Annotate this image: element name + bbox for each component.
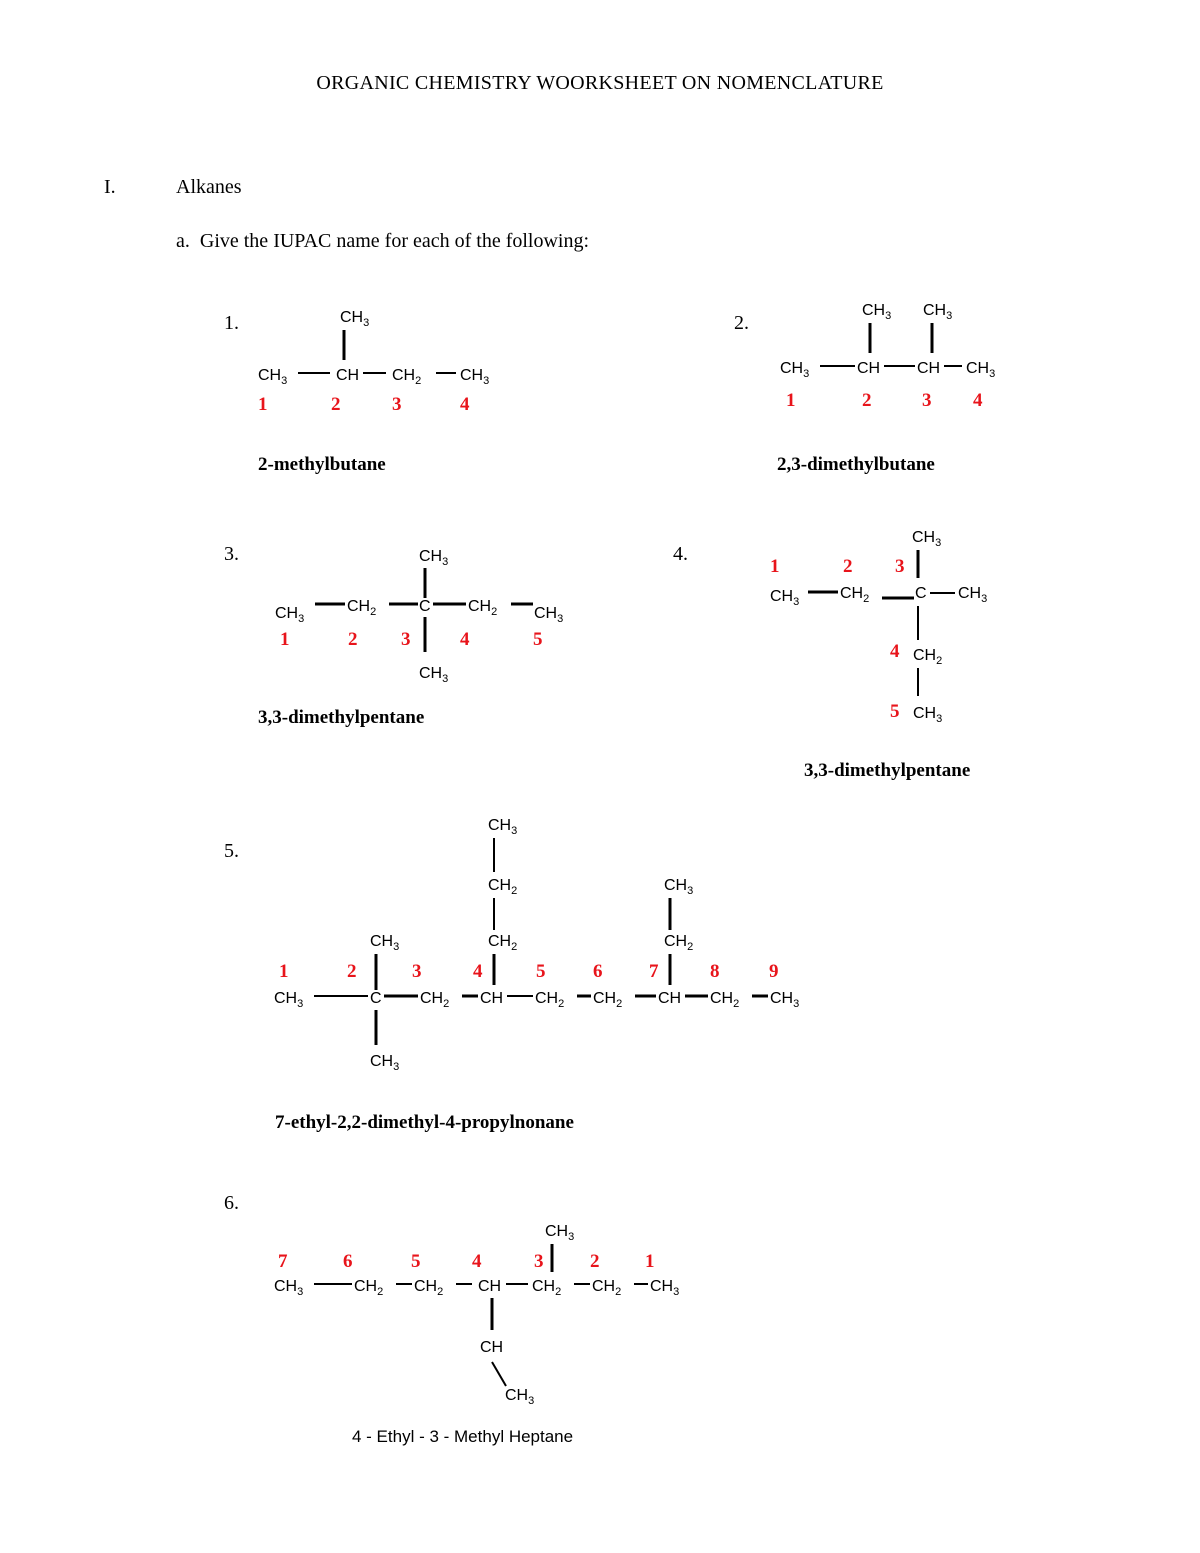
carbon-number: 4: [473, 961, 483, 982]
ch3-group: $CH_3$: [650, 1278, 680, 1298]
carbon-number: 3: [392, 394, 402, 415]
ch3-group: $CH_3$: [534, 605, 564, 625]
ch2-group: $CH_2$: [354, 1278, 384, 1298]
ch3-group: $CH_3$: [770, 588, 800, 608]
ch3-group: $CH_3$: [370, 1053, 400, 1073]
c-group: C: [419, 598, 431, 615]
carbon-number: 3: [412, 961, 422, 982]
ch2-group: $CH_2$: [840, 585, 870, 605]
carbon-number: 2: [348, 629, 358, 650]
carbon-number: 2: [862, 390, 872, 411]
ch-group: CH: [480, 990, 504, 1007]
ch3-group: $CH_3$: [419, 665, 449, 685]
ch3-group: $CH_3$: [923, 302, 953, 322]
ch2-group: $CH_2$: [592, 1278, 622, 1298]
carbon-number: 9: [769, 961, 779, 982]
carbon-number: 5: [536, 961, 546, 982]
ch3-group: $CH_3$: [419, 548, 449, 568]
ch3-group: $CH_3$: [966, 360, 996, 380]
problem-5-answer: 7-ethyl-2,2-dimethyl-4-propylnonane: [275, 1112, 574, 1133]
ch3-group: $CH_3$: [664, 877, 694, 897]
ch-group: CH: [658, 990, 682, 1007]
carbon-number: 1: [258, 394, 268, 415]
carbon-number: 7: [649, 961, 659, 982]
ch2-group: $CH_2$: [710, 990, 740, 1010]
ch-group: CH: [857, 360, 881, 377]
problem-4-answer: 3,3-dimethylpentane: [804, 760, 971, 781]
ch3-group: $CH_3$: [274, 990, 304, 1010]
ch3-group: $CH_3$: [505, 1387, 535, 1407]
ch3-group: $CH_3$: [862, 302, 892, 322]
ch-group: CH: [917, 360, 941, 377]
carbon-number: 3: [922, 390, 932, 411]
problem-3-answer: 3,3-dimethylpentane: [258, 707, 425, 728]
problem-2-label: 2.: [734, 312, 749, 334]
carbon-number: 5: [411, 1251, 421, 1272]
page-title: ORGANIC CHEMISTRY WOORKSHEET ON NOMENCLATURE: [316, 72, 884, 94]
ch-group: CH: [336, 367, 360, 384]
carbon-number: 4: [472, 1251, 482, 1272]
ch2-group: $CH_2$: [532, 1278, 562, 1298]
section-number: I.: [104, 176, 116, 198]
problem-6-answer: 4 - Ethyl - 3 - Methyl Heptane: [352, 1427, 574, 1446]
ch2-group: $CH_2$: [593, 990, 623, 1010]
ch2-group: $CH_2$: [488, 933, 518, 953]
problem-2-answer: 2,3-dimethylbutane: [777, 454, 935, 475]
carbon-number: 8: [710, 961, 720, 982]
problem-6-label: 6.: [224, 1192, 239, 1214]
ch3-group: $CH_3$: [912, 529, 942, 549]
ch3-group: $CH_3$: [780, 360, 810, 380]
problem-4-label: 4.: [673, 543, 688, 565]
carbon-number: 2: [843, 556, 853, 577]
problem-5-label: 5.: [224, 840, 239, 862]
carbon-number: 7: [278, 1251, 288, 1272]
ch3-group: $CH_3$: [488, 817, 518, 837]
ch2-group: $CH_2$: [664, 933, 694, 953]
carbon-number: 2: [590, 1251, 600, 1272]
ch2-group: $CH_2$: [414, 1278, 444, 1298]
carbon-number: 6: [593, 961, 603, 982]
ch2-group: $CH_2$: [913, 647, 943, 667]
problem-1-label: 1.: [224, 312, 239, 334]
carbon-number: 3: [534, 1251, 544, 1272]
ch3-group: $CH_3$: [460, 367, 490, 387]
bond-line: [492, 1362, 506, 1386]
ch-group: CH: [480, 1339, 504, 1356]
ch2-group: $CH_2$: [420, 990, 450, 1010]
carbon-number: 1: [770, 556, 780, 577]
ch2-group: $CH_2$: [347, 598, 377, 618]
ch3-group: $CH_3$: [770, 990, 800, 1010]
ch3-group: $CH_3$: [545, 1223, 575, 1243]
carbon-number: 3: [895, 556, 905, 577]
carbon-number: 1: [645, 1251, 655, 1272]
ch2-group: $CH_2$: [468, 598, 498, 618]
ch3-group: $CH_3$: [958, 585, 988, 605]
section-heading: Alkanes: [176, 176, 242, 198]
ch3-group: $CH_3$: [913, 705, 943, 725]
carbon-number: 2: [331, 394, 341, 415]
ch3-group: $CH_3$: [275, 605, 305, 625]
ch3-group: $CH_3$: [258, 367, 288, 387]
c-group: C: [370, 990, 382, 1007]
carbon-number: 6: [343, 1251, 353, 1272]
ch2-group: $CH_2$: [488, 877, 518, 897]
ch-group: CH: [478, 1278, 502, 1295]
carbon-number: 4: [973, 390, 983, 411]
ch3-group: $CH_3$: [274, 1278, 304, 1298]
ch3-group: $CH_3$: [340, 309, 370, 329]
carbon-number: 5: [533, 629, 543, 650]
carbon-number: 1: [786, 390, 796, 411]
problem-1-answer: 2-methylbutane: [258, 454, 386, 475]
c-group: C: [915, 585, 927, 602]
carbon-number: 2: [347, 961, 357, 982]
carbon-number: 1: [279, 961, 289, 982]
ch3-group: $CH_3$: [370, 933, 400, 953]
carbon-number: 1: [280, 629, 290, 650]
carbon-number: 4: [460, 394, 470, 415]
instruction-text: a. Give the IUPAC name for each of the following:: [176, 230, 590, 252]
carbon-number: 5: [890, 701, 900, 722]
ch2-group: $CH_2$: [392, 367, 422, 387]
problem-3-label: 3.: [224, 543, 239, 565]
ch2-group: $CH_2$: [535, 990, 565, 1010]
carbon-number: 3: [401, 629, 411, 650]
carbon-number: 4: [460, 629, 470, 650]
carbon-number: 4: [890, 641, 900, 662]
